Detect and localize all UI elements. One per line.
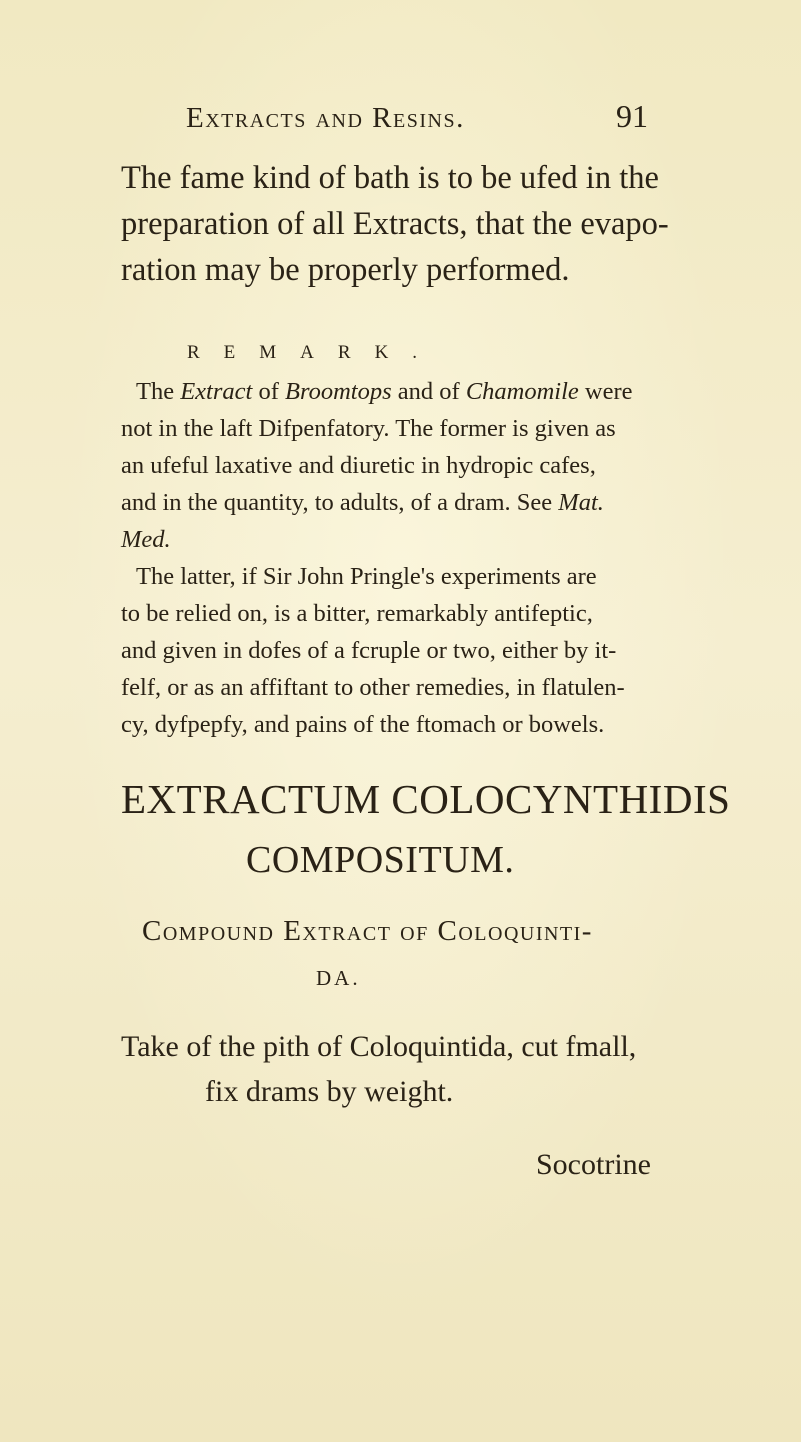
italic-run: Med. [121,526,171,553]
intro-line: preparation of all Extracts, that the evapo- [121,206,669,242]
remark-line: felf, or as an affiftant to other remedies, in flatulen- [121,674,625,701]
remark-line [136,378,633,406]
remark-heading: REMARK. [187,342,442,363]
recipe-title-latin: EXTRACTUM COLOCYNTHIDIS [121,776,731,822]
italic-run: Chamomile [465,378,579,405]
remark-line: and given in dofes of a fcruple or two, either by it- [121,637,617,664]
italic-run: Extract [180,378,253,405]
remark-line: an ufeful laxative and diuretic in hydropic cafes, [121,452,596,479]
remark-line: cy, dyfpepfy, and pains of the ftomach or bowels. [121,711,605,738]
remark-line [121,489,604,517]
text-run: were [578,378,633,405]
remark-line: to be relied on, is a bitter, remarkably antifeptic, [121,600,593,627]
ingredient-line: fix drams by weight. [205,1075,454,1108]
page-number: 91 [616,98,648,134]
recipe-title-latin-continued: COMPOSITUM. [246,839,515,881]
remark-line: not in the laft Difpenfatory. The former is given as [121,415,616,442]
text-run: and in the quantity, to adults, of a dram. See [121,489,559,516]
recipe-title-english-end: DA. [316,966,361,990]
catchword: Socotrine [536,1148,651,1181]
remark-line: The latter, if Sir John Pringle's experiments are [136,563,597,590]
italic-run: Mat. [558,489,604,516]
remark-line [121,526,171,554]
text-run: The [136,378,181,405]
text-run: and of [391,378,466,405]
intro-line: ration may be properly performed. [121,252,570,288]
italic-run: Broomtops [285,378,392,405]
ingredient-line: Take of the pith of Coloquintida, cut fmall, [121,1030,637,1063]
running-head: Extracts and Resins. [186,102,465,134]
text-run: of [252,378,286,405]
recipe-title-english: Compound Extract of Coloquinti- [142,915,593,947]
intro-line: The fame kind of bath is to be ufed in the [121,160,659,196]
